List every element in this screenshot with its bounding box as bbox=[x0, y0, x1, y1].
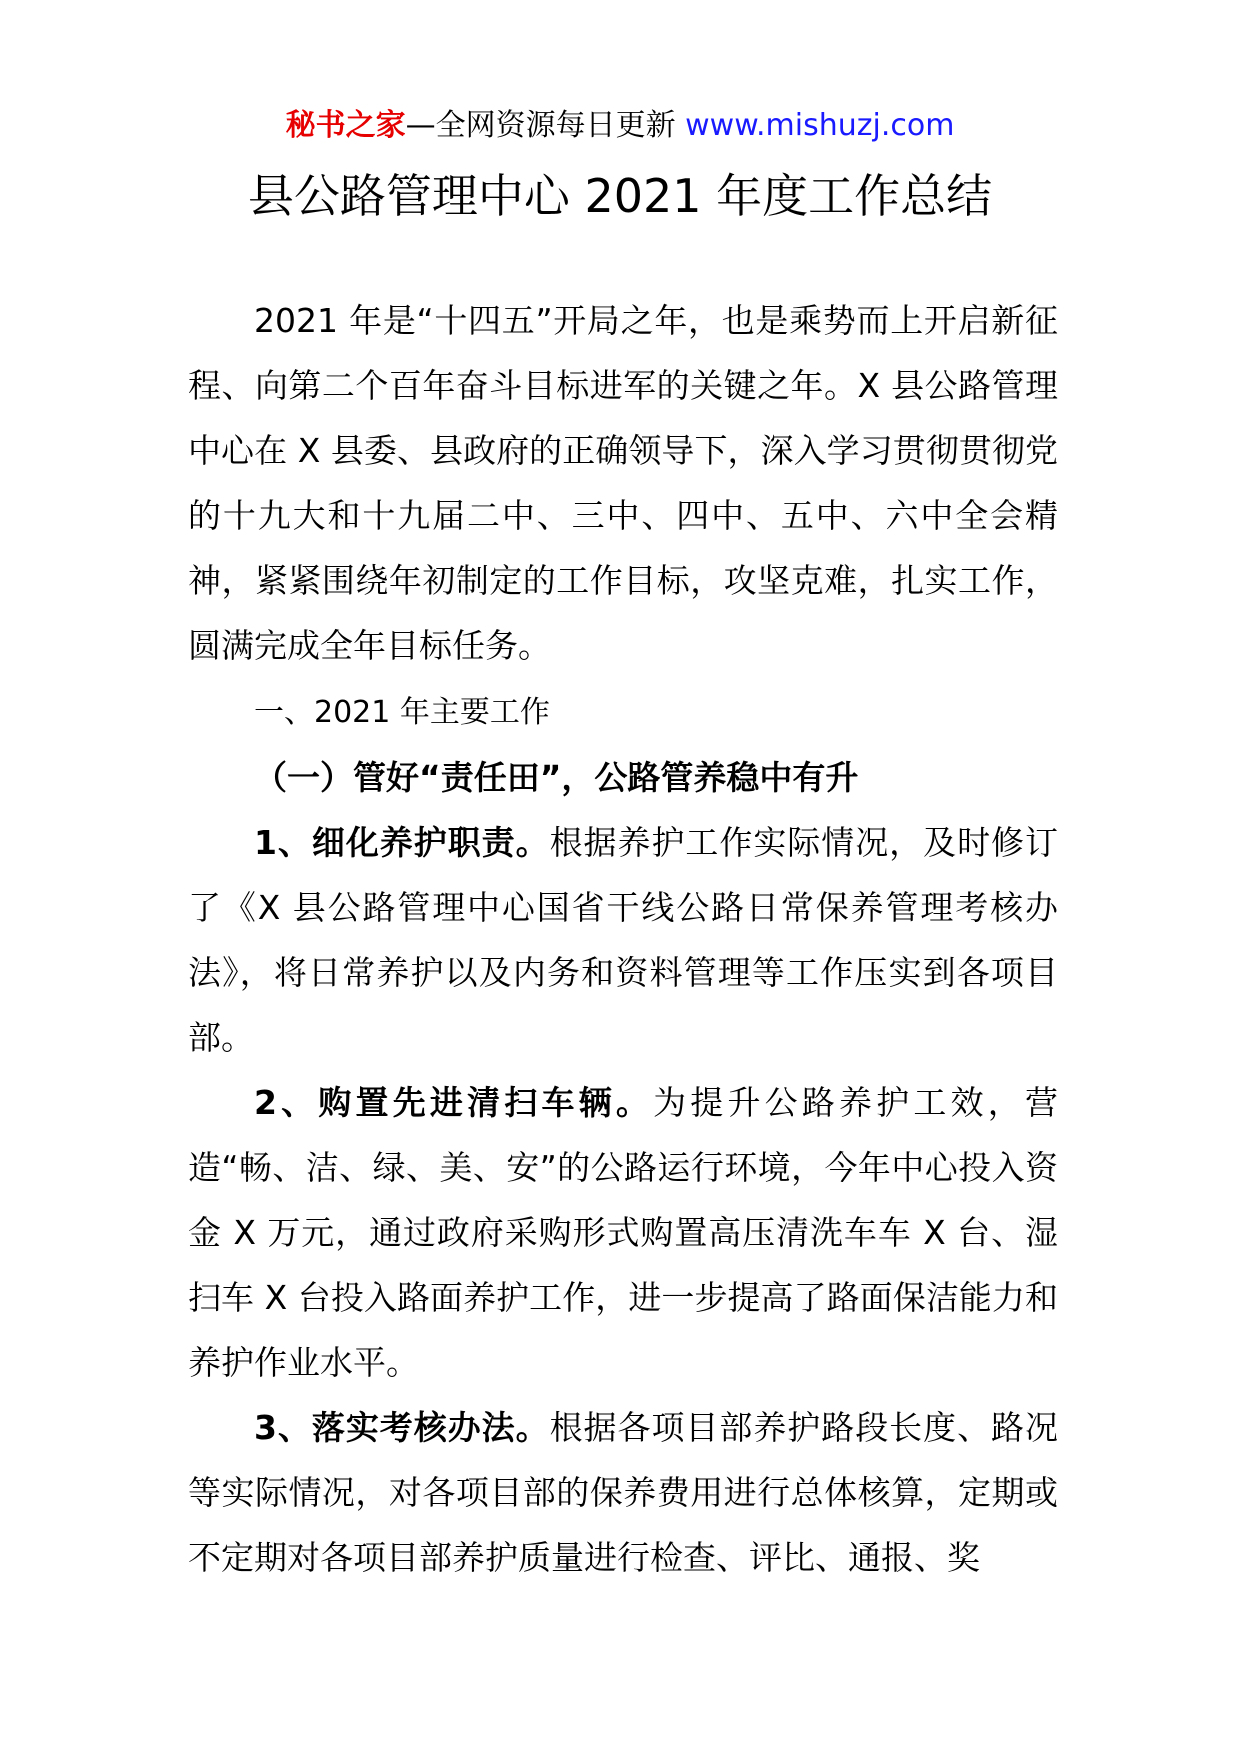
item-lead-3: 3、落实考核办法。 bbox=[254, 1408, 550, 1447]
item-lead-2: 2、购置先进清扫车辆。 bbox=[254, 1083, 654, 1122]
item-body-2: 为提升公路养护工效，营造“畅、洁、绿、美、安”的公路运行环境，今年中心投入资金 X 万元，通过政府采购形式购置高压清洗车车 X 台、湿扫车 X 台投入路面养护工作，进一步提高了路面保洁能力和养护作业水平。 bbox=[188, 1083, 1058, 1382]
item-lead-1: 1、细化养护职责。 bbox=[254, 823, 550, 862]
site-url-link[interactable]: www.mishuzj.com bbox=[685, 108, 955, 143]
item-body-3: 根据各项目部养护路段长度、路况等实际情况，对各项目部的保养费用进行总体核算，定期或不定期对各项目部养护质量进行检查、评比、通报、奖 bbox=[188, 1408, 1059, 1577]
brand-name: 秘书之家 bbox=[285, 108, 406, 143]
item-paragraph-3 bbox=[188, 1395, 1058, 1590]
header-slogan: —全网资源每日更新 bbox=[405, 108, 686, 143]
document-title: 县公路管理中心 2021 年度工作总结 bbox=[247, 169, 993, 223]
subsection-heading: （一）管好“责任田”，公路管养稳中有升 bbox=[254, 758, 859, 797]
item-paragraph-1 bbox=[188, 810, 1058, 1070]
site-header bbox=[0, 104, 1240, 148]
section-heading bbox=[188, 678, 1058, 745]
section-heading-text: 一、2021 年主要工作 bbox=[254, 695, 550, 730]
item-paragraph-2 bbox=[188, 1070, 1058, 1395]
item-body-1: 根据养护工作实际情况，及时修订了《X 县公路管理中心国省干线公路日常保养管理考核办法》，将日常养护以及内务和资料管理等工作压实到各项目部。 bbox=[188, 823, 1059, 1057]
document-body bbox=[188, 288, 1058, 1590]
intro-paragraph: 2021 年是“十四五”开局之年，也是乘势而上开启新征程、向第二个百年奋斗目标进军的关键之年。X 县公路管理中心在 X 县委、县政府的正确领导下，深入学习贯彻贯彻党的十九大和十九届二中、三中、四中、五中、六中全会精神，紧紧围绕年初制定的工作目标，攻坚克难，扎实工作，圆满完成全年目标任务。 bbox=[188, 301, 1058, 665]
